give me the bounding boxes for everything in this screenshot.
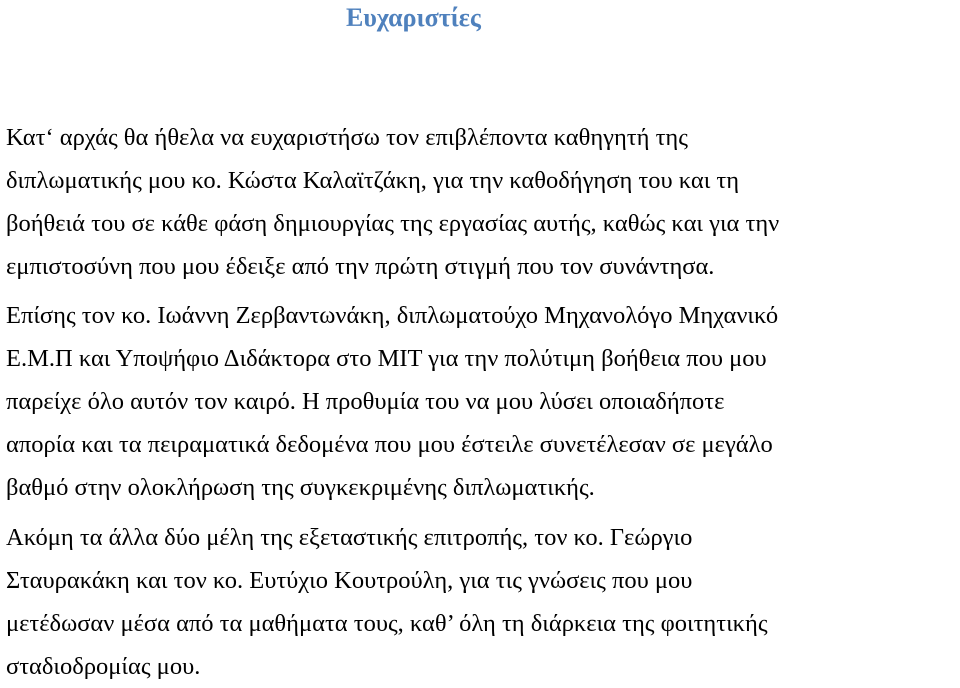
text-line: Ε.Μ.Π και Υποψήφιο Διδάκτορα στο MIT για την πολύτιμη βοήθεια που μου — [6, 345, 767, 372]
paragraph-mentor — [6, 294, 958, 509]
text-line: διπλωματικής μου κο. Κώστα Καλαϊτζάκη, για την καθοδήγηση του και τη — [6, 167, 740, 194]
text-line: Σταυρακάκη και τον κο. Ευτύχιο Κουτρούλη, για τις γνώσεις που μου — [6, 567, 693, 594]
text-line: Κατ‘ αρχάς θα ήθελα να ευχαριστήσω τον επιβλέποντα καθηγητή της — [6, 124, 688, 151]
text-line: εμπιστοσύνη που μου έδειξε από την πρώτη στιγμή που τον συνάντησα. — [6, 253, 715, 280]
text-line: σταδιοδρομίας μου. — [6, 653, 201, 680]
text-line: βαθμό στην ολοκλήρωση της συγκεκριμένης διπλωματικής. — [6, 474, 595, 501]
text-line: βοήθειά του σε κάθε φάση δημιουργίας της εργασίας αυτής, καθώς και για την — [6, 210, 780, 237]
text-line: Επίσης τον κο. Ιωάννη Ζερβαντωνάκη, διπλωματούχο Μηχανολόγο Μηχανικό — [6, 302, 779, 329]
paragraph-committee — [6, 516, 958, 688]
text-line: μετέδωσαν μέσα από τα μαθήματα τους, καθ’ όλη τη διάρκεια της φοιτητικής — [6, 610, 768, 637]
text-line: παρείχε όλο αυτόν τον καιρό. Η προθυμία του να μου λύσει οποιαδήποτε — [6, 388, 725, 415]
text-line: Ακόμη τα άλλα δύο μέλη της εξεταστικής επιτροπής, τον κο. Γεώργιο — [6, 524, 693, 551]
text-line: απορία και τα πειραματικά δεδομένα που μου έστειλε συνετέλεσαν σε μεγάλο — [6, 431, 773, 458]
page-title: Ευχαριστίες — [346, 3, 481, 32]
paragraph-supervisor — [6, 116, 958, 288]
